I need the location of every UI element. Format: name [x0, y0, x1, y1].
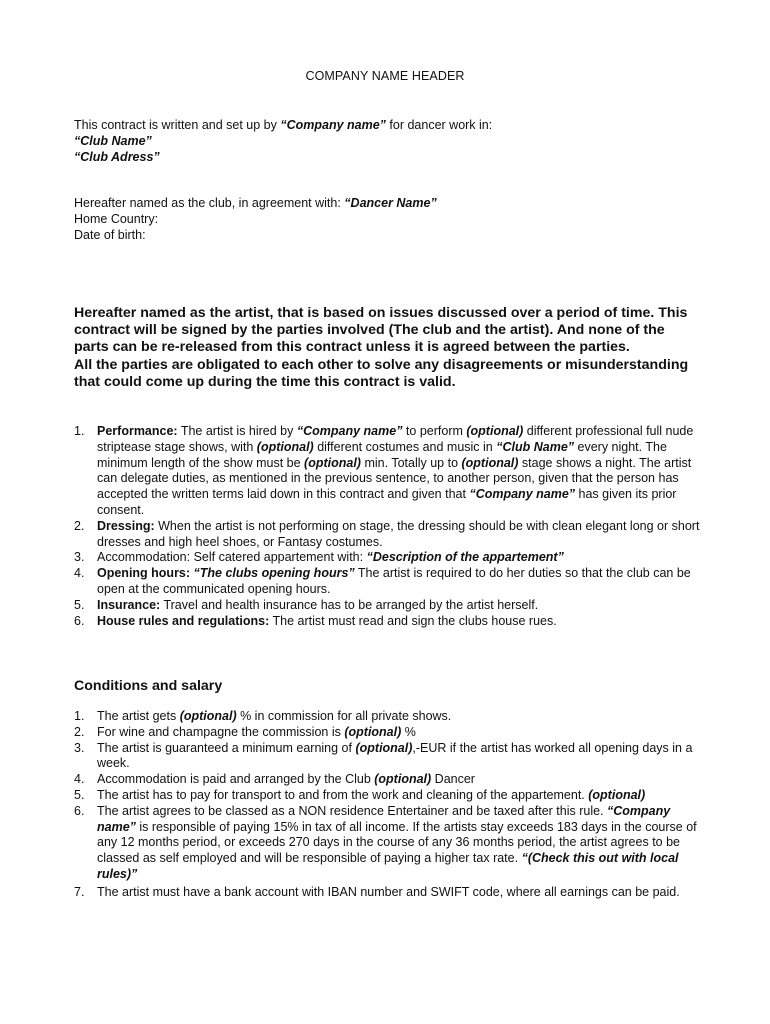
condition-text: The artist gets	[97, 709, 180, 723]
condition-text: For wine and champagne the commission is	[97, 724, 345, 739]
term-label: Insurance:	[97, 597, 161, 612]
intro-line	[74, 117, 714, 133]
appartement-description-placeholder: “Description of the appartement”	[366, 550, 564, 565]
agreement-statement	[74, 305, 694, 391]
term-text: Accommodation: Self catered appartement with:	[97, 550, 367, 565]
condition-item	[74, 804, 704, 883]
company-name-placeholder: “Company name”	[97, 803, 671, 834]
intro-section	[74, 117, 714, 165]
opening-hours-placeholder: “The clubs opening hours”	[190, 566, 355, 581]
conditions-list	[74, 709, 704, 901]
term-item-dressing	[74, 519, 704, 551]
optional-placeholder: (optional)	[374, 772, 432, 787]
terms-list	[74, 424, 704, 629]
condition-text: ,-EUR if the artist has worked all opening days in a week.	[97, 740, 693, 771]
term-label: Performance:	[97, 424, 178, 438]
optional-placeholder: (optional)	[304, 455, 361, 470]
intro-text: This contract is written and set up by	[74, 118, 281, 132]
list-number: 5.	[74, 787, 85, 802]
term-item-opening-hours	[74, 566, 704, 598]
term-text: min. Totally up to	[360, 455, 462, 470]
term-label: Opening hours:	[97, 566, 191, 581]
agreement-paragraph-1: Hereafter named as the artist, that is based on issues discussed over a period of time. This contract will be signed by the parties involved (The club and the artist). And none of the parts can be re-released from this contract unless it is agreed between the parties.	[74, 305, 688, 356]
condition-text: The artist has to pay for transport to and from the work and cleaning of the appartement.	[97, 787, 589, 802]
list-number: 2.	[74, 724, 85, 739]
company-name-header: COMPANY NAME HEADER	[305, 69, 465, 83]
term-text: different professional full nude striptease stage shows, with	[97, 424, 694, 454]
condition-text: The artist must have a bank account with IBAN number and SWIFT code, where all earnings can be paid.	[97, 884, 680, 899]
agreement-paragraph-2: All the parties are obligated to each other to solve any disagreements or misunderstanding that could come up during the time this contract is valid.	[74, 356, 689, 390]
local-rules-note: “(Check this out with local rules)”	[97, 851, 679, 881]
list-number: 1.	[74, 709, 85, 723]
date-of-birth-field: Date of birth:	[74, 228, 146, 242]
condition-text: Accommodation is paid and arranged by the Club	[97, 772, 375, 787]
list-number: 3.	[74, 550, 85, 565]
list-number: 3.	[74, 740, 85, 755]
company-name-placeholder: “Company name”	[469, 487, 576, 502]
condition-text: % in commission for all private shows.	[236, 709, 452, 723]
condition-item	[74, 788, 704, 804]
optional-placeholder: (optional)	[355, 740, 413, 755]
optional-placeholder: (optional)	[466, 424, 524, 438]
club-name-placeholder: “Club Name”	[496, 439, 575, 454]
intro-text-end: for dancer work in:	[385, 118, 493, 132]
list-number: 6.	[74, 613, 85, 628]
term-item-insurance	[74, 598, 704, 614]
term-text: stage shows a night. The artist can delegate duties, as mentioned in the previous sentence, to another person, given that the person has accepted the written terms laid down in this contract and given that	[97, 455, 692, 502]
condition-item	[74, 772, 704, 788]
term-text: The artist is hired by	[177, 424, 297, 438]
term-item-accommodation	[74, 550, 704, 566]
parties-text: Hereafter named as the club, in agreement with:	[74, 196, 345, 210]
term-label: House rules and regulations:	[97, 613, 270, 628]
term-text: different costumes and music in	[313, 439, 497, 454]
condition-text: is responsible of paying 15% in tax of all income. If the artists stay exceeds 183 days in the course of any 12 months period, or exceeds 270 days in the course of any 36 months period, the artist agrees to be classed as self employed and will be responsible of paying a higher tax rate.	[97, 819, 697, 866]
list-number: 2.	[74, 518, 85, 533]
condition-text: The artist is guaranteed a minimum earning of	[97, 740, 356, 755]
optional-placeholder: (optional)	[256, 439, 314, 454]
term-text: every night. The minimum length of the show must be	[97, 439, 667, 470]
optional-placeholder: (optional)	[461, 455, 519, 470]
list-number: 4.	[74, 566, 85, 581]
dancer-name-placeholder: “Dancer Name”	[344, 196, 437, 210]
club-address-placeholder: “Club Adress”	[74, 150, 160, 164]
list-number: 5.	[74, 597, 85, 612]
condition-text: Dancer	[431, 772, 475, 787]
term-text: The artist is required to do her duties so that the club can be open at the communicated opening hours.	[97, 566, 691, 596]
condition-item	[74, 725, 704, 741]
term-text: to perform	[402, 424, 467, 438]
list-number: 7.	[74, 884, 85, 899]
term-item-performance	[74, 424, 704, 519]
term-item-house-rules	[74, 614, 704, 630]
condition-item	[74, 741, 704, 773]
term-text: Travel and health insurance has to be arranged by the artist herself.	[160, 597, 539, 612]
club-name-placeholder: “Club Name”	[74, 134, 152, 148]
condition-item	[74, 709, 704, 725]
home-country-field: Home Country:	[74, 212, 159, 226]
term-text: When the artist is not performing on stage, the dressing should be with clean elegant long or short dresses and high heel shoes, or Fantasy costumes.	[97, 518, 700, 549]
parties-section	[74, 195, 714, 243]
condition-item	[74, 885, 704, 901]
optional-placeholder: (optional)	[588, 787, 646, 802]
optional-placeholder: (optional)	[344, 724, 402, 739]
list-number: 6.	[74, 803, 85, 818]
parties-line	[74, 195, 714, 211]
condition-text: %	[401, 724, 416, 739]
term-text: has given its prior consent.	[97, 487, 677, 517]
term-label: Dressing:	[97, 518, 155, 533]
company-name-placeholder: “Company name”	[280, 118, 386, 132]
conditions-heading: Conditions and salary	[74, 678, 223, 694]
list-number: 1.	[74, 424, 85, 438]
optional-placeholder: (optional)	[179, 709, 237, 723]
condition-text: The artist agrees to be classed as a NON residence Entertainer and be taxed after this rule.	[97, 803, 607, 818]
list-number: 4.	[74, 772, 85, 787]
company-name-placeholder: “Company name”	[296, 424, 403, 438]
term-text: The artist must read and sign the clubs house rues.	[269, 613, 557, 628]
